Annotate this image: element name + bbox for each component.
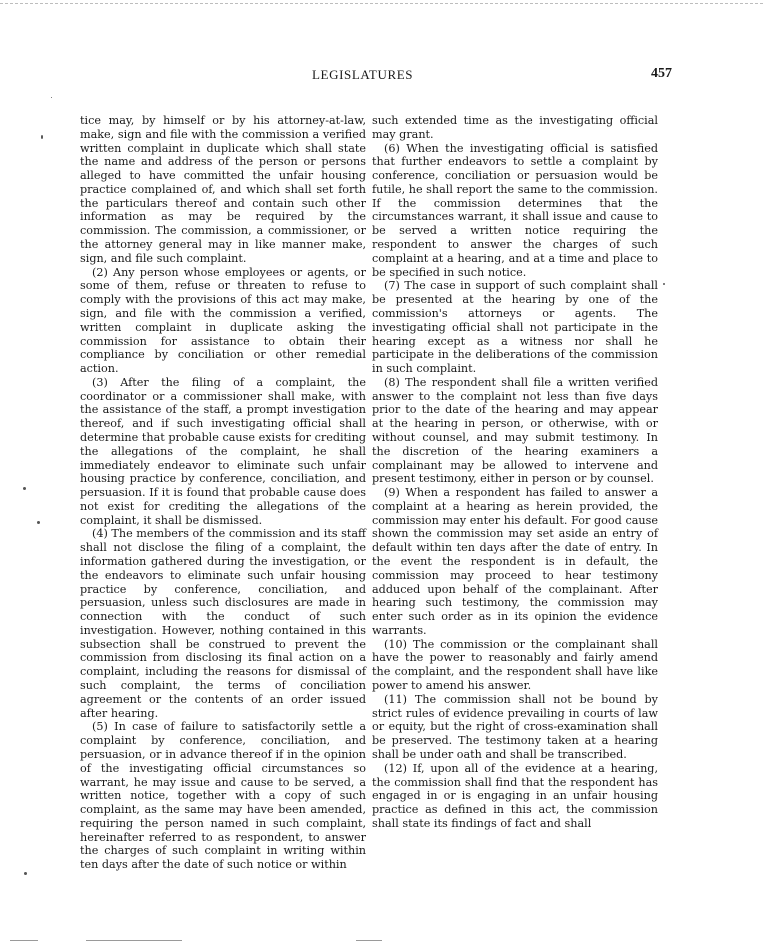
paragraph: (6) When the investigating official is satisfied that further endeavors to settle a complaint by conference, conciliation or persuasion would be futile, he shall report the same to the commission. If the commission determines that the circumstances warrant, it shall issue and cause to be served a written notice requiring the respondent to answer the charges of such complaint at a hearing, and at a time and place to be specified in such notice. — [372, 141, 658, 279]
page-header — [80, 67, 680, 83]
scan-speck — [663, 283, 665, 285]
running-head: LEGISLATURES — [312, 67, 414, 82]
paragraph: (7) The case in support of such complaint shall be presented at the hearing by one of the commission's attorneys or agents. The investigating official shall not participate in the hearing except as a witness nor shall he participate in the deliberations of the commission in such complaint. — [372, 279, 658, 376]
page-number: 457 — [651, 66, 672, 81]
scan-speck — [23, 487, 26, 490]
scan-bottom-edge — [86, 940, 182, 941]
scan-top-edge — [0, 3, 763, 4]
paragraph: (10) The commission or the complainant shall have the power to reasonably and fairly amend the complaint, and the respondent shall have like power to amend his answer. — [372, 637, 658, 693]
paragraph: (8) The respondent shall file a written verified answer to the complaint not less than five days prior to the date of the hearing and may appear at the hearing in person, or otherwise, with or without counsel, and may submit testimony. In the discretion of the hearing examiners a complainant may be allowed to intervene and present testimony, either in person or by counsel. — [372, 375, 658, 486]
paragraph: (2) Any person whose employees or agents, or some of them, refuse or threaten to refuse to comply with the provisions of this act may make, sign, and file with the commission a verified, written complaint in duplicate asking the commission for assistance to obtain their compliance by conciliation or other remedial action. — [80, 265, 366, 376]
right-column — [372, 114, 658, 831]
paragraph: (5) In case of failure to satisfactorily settle a complaint by conference, conciliation, and persuasion, or in advance thereof if in the opinion of the investigating official circumstances so warrant, he may issue and cause to be served, a written notice, together with a copy of such complaint, as the same may have been amended, requiring the person named in such complaint, hereinafter referred to as respondent, to answer the charges of such complaint in writing within ten days after the date of such notice or within — [80, 720, 366, 872]
left-column — [80, 114, 366, 872]
scan-speck — [51, 97, 52, 98]
paragraph: (12) If, upon all of the evidence at a hearing, the commission shall find that the respondent has engaged in or is engaging in an unfair housing practice as defined in this act, the commission shall state its findings of fact and shall — [372, 761, 658, 830]
scan-bottom-edge — [356, 940, 382, 941]
paragraph: (3) After the filing of a complaint, the coordinator or a commissioner shall make, with the assistance of the staff, a prompt investigation thereof, and if such investigating official shall determine that probable cause exists for crediting the allegations of the complaint, he shall immediately endeavor to eliminate such unfair housing practice by conference, conciliation, and persuasion. If it is found that probable cause does not exist for crediting the allegations of the complaint, it shall be dismissed. — [80, 375, 366, 527]
paragraph: tice may, by himself or by his attorney-at-law, make, sign and file with the commission a verified written complaint in duplicate which shall state the name and address of the person or persons alleged to have committed the unfair housing practice complained of, and which shall set forth the particulars thereof and contain such other information as may be required by the commission. The commission, a commissioner, or the attorney general may in like manner make, sign, and file such complaint. — [80, 114, 366, 265]
scan-bottom-edge — [10, 940, 38, 941]
paragraph: (4) The members of the commission and its staff shall not disclose the filing of a complaint, the information gathered during the investigation, or the endeavors to eliminate such unfair housing practice by conference, conciliation, and persuasion, unless such disclosures are made in connection with the conduct of such investigation. However, nothing contained in this subsection shall be construed to prevent the commission from disclosing its final action on a complaint, including the reasons for dismissal of such complaint, the terms of conciliation agreement or the contents of an order issued after hearing. — [80, 527, 366, 720]
scan-speck — [41, 135, 43, 139]
paragraph: (11) The commission shall not be bound by strict rules of evidence prevailing in courts of law or equity, but the right of cross-examination shall be preserved. The testimony taken at a hearing shall be under oath and shall be transcribed. — [372, 692, 658, 761]
scan-speck — [37, 521, 40, 524]
scan-speck — [24, 872, 27, 875]
paragraph: (9) When a respondent has failed to answer a complaint at a hearing as herein provided, the commission may enter his default. For good cause shown the commission may set aside an entry of default within ten days after the date of entry. In the event the respondent is in default, the commission may proceed to hear testimony adduced upon behalf of the complainant. After hearing such testimony, the commission may enter such order as in its opinion the evidence warrants. — [372, 486, 658, 637]
paragraph: such extended time as the investigating official may grant. — [372, 114, 658, 141]
